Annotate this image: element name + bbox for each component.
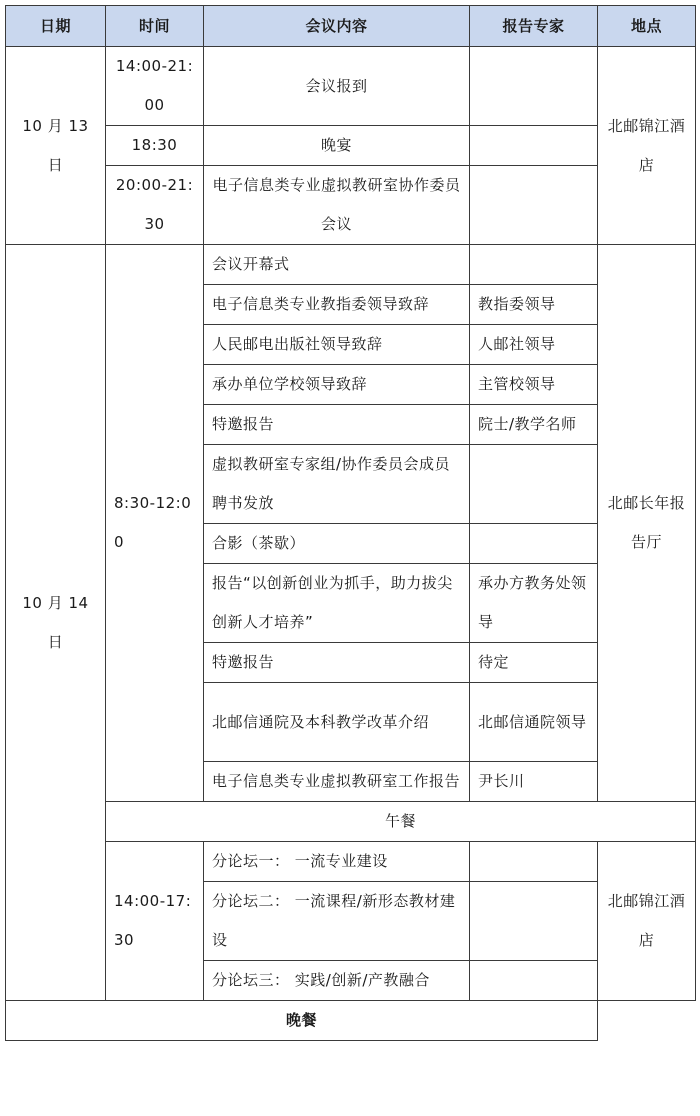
expert-cell	[470, 245, 598, 285]
expert-cell: 人邮社领导	[470, 325, 598, 365]
content-cell: 分论坛三： 实践/创新/产教融合	[204, 961, 470, 1001]
expert-cell: 主管校领导	[470, 365, 598, 405]
expert-cell: 待定	[470, 643, 598, 683]
header-time: 时间	[106, 6, 204, 47]
content-cell: 分论坛一： 一流专业建设	[204, 842, 470, 882]
table-row	[6, 842, 696, 882]
content-cell: 报告“以创新创业为抓手，助力拔尖创新人才培养”	[204, 564, 470, 643]
time-cell: 14:00-17:30	[106, 842, 204, 1001]
content-cell: 电子信息类专业虚拟教研室工作报告	[204, 762, 470, 802]
location-cell: 北邮锦江酒店	[598, 842, 696, 1001]
header-content: 会议内容	[204, 6, 470, 47]
date-cell: 10 月 13 日	[6, 47, 106, 245]
expert-cell	[470, 961, 598, 1001]
dinner-cell: 晚餐	[6, 1001, 598, 1041]
content-cell: 北邮信通院及本科教学改革介绍	[204, 683, 470, 762]
location-cell: 北邮锦江酒店	[598, 47, 696, 245]
header-row	[6, 6, 696, 47]
table-row	[6, 1001, 696, 1041]
content-cell: 人民邮电出版社领导致辞	[204, 325, 470, 365]
expert-cell	[470, 842, 598, 882]
time-cell: 8:30-12:00	[106, 245, 204, 802]
time-cell: 18:30	[106, 126, 204, 166]
expert-cell	[470, 524, 598, 564]
date-cell: 10 月 14 日	[6, 245, 106, 1001]
content-cell: 特邀报告	[204, 643, 470, 683]
content-cell: 承办单位学校领导致辞	[204, 365, 470, 405]
expert-cell: 北邮信通院领导	[470, 683, 598, 762]
expert-cell: 尹长川	[470, 762, 598, 802]
content-cell: 会议开幕式	[204, 245, 470, 285]
content-cell: 合影（茶歇）	[204, 524, 470, 564]
time-cell: 14:00-21:00	[106, 47, 204, 126]
content-cell: 特邀报告	[204, 405, 470, 445]
content-cell: 分论坛二： 一流课程/新形态教材建设	[204, 882, 470, 961]
expert-cell	[470, 166, 598, 245]
content-cell: 虚拟教研室专家组/协作委员会成员聘书发放	[204, 445, 470, 524]
lunch-cell: 午餐	[106, 802, 696, 842]
table-row	[6, 126, 696, 166]
time-cell: 20:00-21:30	[106, 166, 204, 245]
content-cell: 晚宴	[204, 126, 470, 166]
expert-cell	[470, 47, 598, 126]
expert-cell: 承办方教务处领导	[470, 564, 598, 643]
header-date: 日期	[6, 6, 106, 47]
content-cell: 电子信息类专业虚拟教研室协作委员会议	[204, 166, 470, 245]
location-cell: 北邮长年报告厅	[598, 245, 696, 802]
header-location: 地点	[598, 6, 696, 47]
expert-cell: 教指委领导	[470, 285, 598, 325]
table-row	[6, 166, 696, 245]
header-expert: 报告专家	[470, 6, 598, 47]
expert-cell	[470, 882, 598, 961]
expert-cell: 院士/教学名师	[470, 405, 598, 445]
table-row	[6, 245, 696, 285]
table-row	[6, 802, 696, 842]
table-row	[6, 47, 696, 126]
content-cell: 会议报到	[204, 47, 470, 126]
expert-cell	[470, 126, 598, 166]
meeting-schedule-table	[5, 5, 696, 1041]
content-cell: 电子信息类专业教指委领导致辞	[204, 285, 470, 325]
expert-cell	[470, 445, 598, 524]
